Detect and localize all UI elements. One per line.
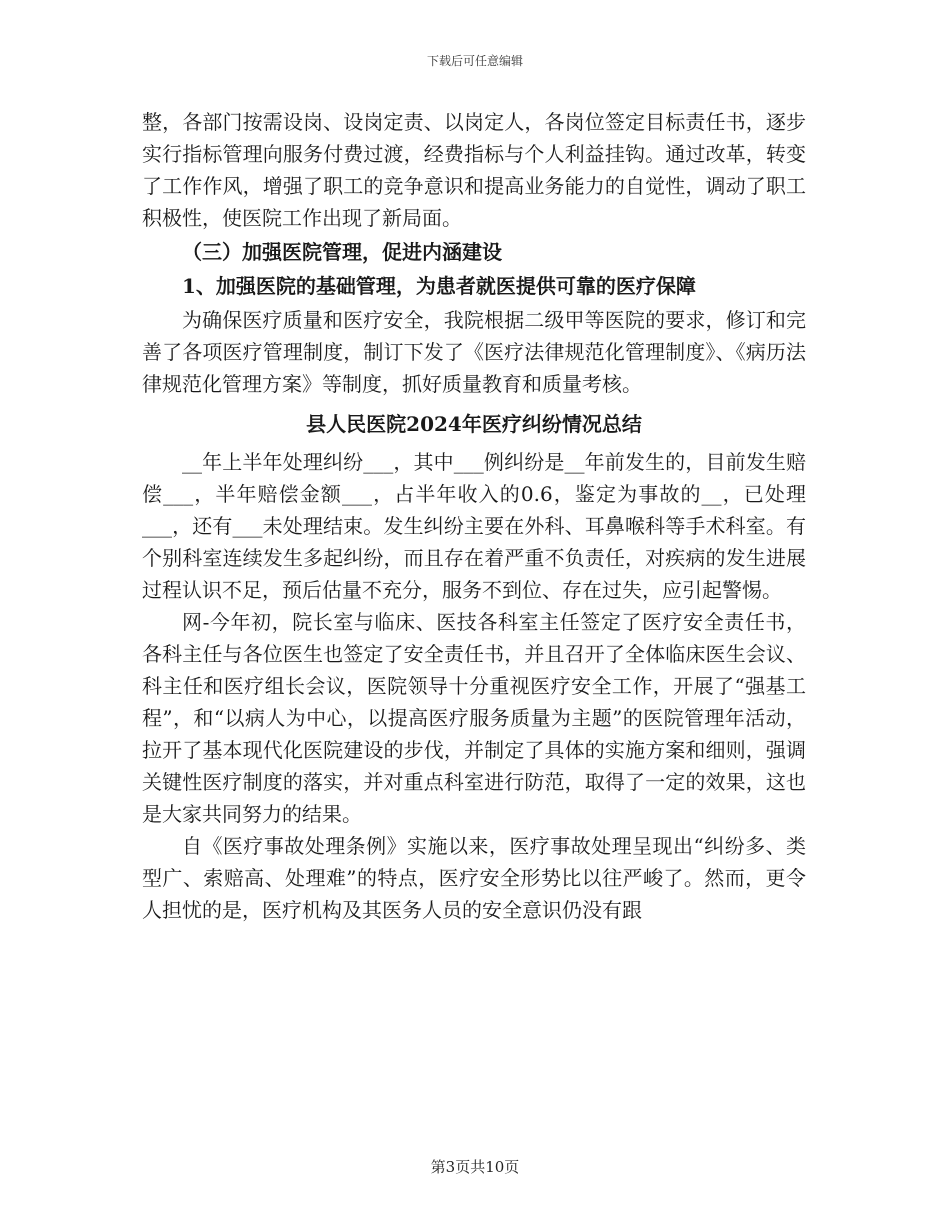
sub-heading: 1、加强医院的基础管理，为患者就医提供可靠的医疗保障: [182, 274, 696, 298]
paragraph-3: __年上半年处理纠纷___，其中___例纠纷是__年前发生的，目前发生赔偿___，半年赔偿金额___，占半年收入的0.6，鉴定为事故的__，已处理___，还有___未处理结束。发生纠纷主要在外科、耳鼻喉科等手术科室。有个别科室连续发生多起纠纷，而且存在着严重不负责任，对疾病的发生进展过程认识不足，预后估量不充分，服务不到位、存在过失，应引起警惕。: [142, 450, 806, 602]
document-body: [142, 106, 806, 926]
page-number: 第3页共10页: [430, 1158, 520, 1176]
paragraph-2: 为确保医疗质量和医疗安全，我院根据二级甲等医院的要求，修订和完善了各项医疗管理制度，制订下发了《医疗法律规范化管理制度》、《病历法律规范化管理方案》等制度，抓好质量教育和质量考核。: [142, 308, 806, 396]
paragraph-5: 自《医疗事故处理条例》实施以来，医疗事故处理呈现出“纠纷多、类型广、索赔高、处理难”的特点，医疗安全形势比以往严峻了。然而，更令人担忧的是，医疗机构及其医务人员的安全意识仍没有跟: [142, 834, 806, 922]
document-title: 县人民医院2024年医疗纠纷情况总结: [306, 412, 642, 436]
section-heading: （三）加强医院管理，促进内涵建设: [182, 240, 502, 264]
paragraph-1: 整，各部门按需设岗、设岗定责、以岗定人，各岗位签定目标责任书，逐步实行指标管理向服务付费过渡，经费指标与个人利益挂钩。通过改革，转变了工作作风，增强了职工的竞争意识和提高业务能力的自觉性，调动了职工积极性，使医院工作出现了新局面。: [142, 110, 806, 230]
header-note: 下载后可任意编辑: [426, 54, 523, 68]
paragraph-4: 网-今年初，院长室与临床、医技各科室主任签定了医疗安全责任书，各科主任与各位医生也签定了安全责任书，并且召开了全体临床医生会议、科主任和医疗组长会议，医院领导十分重视医疗安全工作，开展了“强基工程”，和“以病人为中心，以提高医疗服务质量为主题”的医院管理年活动，拉开了基本现代化医院建设的步伐，并制定了具体的实施方案和细则，强调关键性医疗制度的落实，并对重点科室进行防范，取得了一定的效果，这也是大家共同努力的结果。: [142, 610, 806, 826]
